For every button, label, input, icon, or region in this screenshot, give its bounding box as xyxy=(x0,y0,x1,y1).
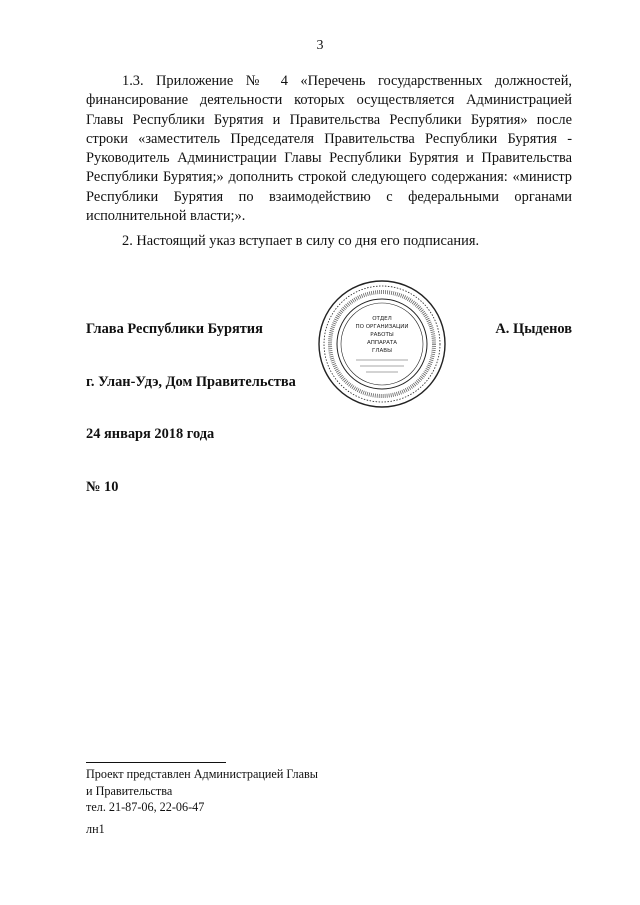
svg-text:РАБОТЫ: РАБОТЫ xyxy=(370,332,394,338)
signing-date: 24 января 2018 года xyxy=(86,426,215,442)
footnote-line-1: Проект представлен Администрацией Главы xyxy=(86,767,318,781)
paragraph-amendment: 1.3. Приложение № 4 «Перечень государственных должностей, финансирование деятельности которых осуществляется Администрацией Главы Республики Бурятия и Правительства Республики Бурятия» после строки «заместитель Председателя Правительства Республики Бурятия - Руководитель Администрации Главы Республики Бурятия и Правительства Республики Бурятия;» дополнить строкой следующего содержания: «министр Республики Бурятия по взаимодействию с федеральными органами исполнительной власти;». xyxy=(86,73,572,225)
signer-name: А. Цыденов xyxy=(495,321,572,337)
footnote xyxy=(86,766,318,816)
page-number: 3 xyxy=(316,38,324,53)
footnote-divider xyxy=(86,762,226,763)
footnote-line-3: тел. 21-87-06, 22-06-47 xyxy=(86,800,205,814)
svg-text:ОТДЕЛ: ОТДЕЛ xyxy=(372,316,392,322)
footnote-line-2: и Правительства xyxy=(86,783,173,798)
decree-number: № 10 xyxy=(86,479,119,495)
svg-text:ГЛАВЫ: ГЛАВЫ xyxy=(372,348,392,354)
document-code: лн1 xyxy=(86,822,105,836)
place-of-signing: г. Улан-Удэ, Дом Правительства xyxy=(86,374,296,390)
svg-text:АППАРАТА: АППАРАТА xyxy=(367,340,397,346)
paragraph-effective: 2. Настоящий указ вступает в силу со дня его подписания. xyxy=(122,233,480,249)
official-seal-icon xyxy=(316,278,448,410)
svg-text:ПО ОРГАНИЗАЦИИ: ПО ОРГАНИЗАЦИИ xyxy=(355,324,409,330)
signer-title: Глава Республики Бурятия xyxy=(86,321,263,337)
